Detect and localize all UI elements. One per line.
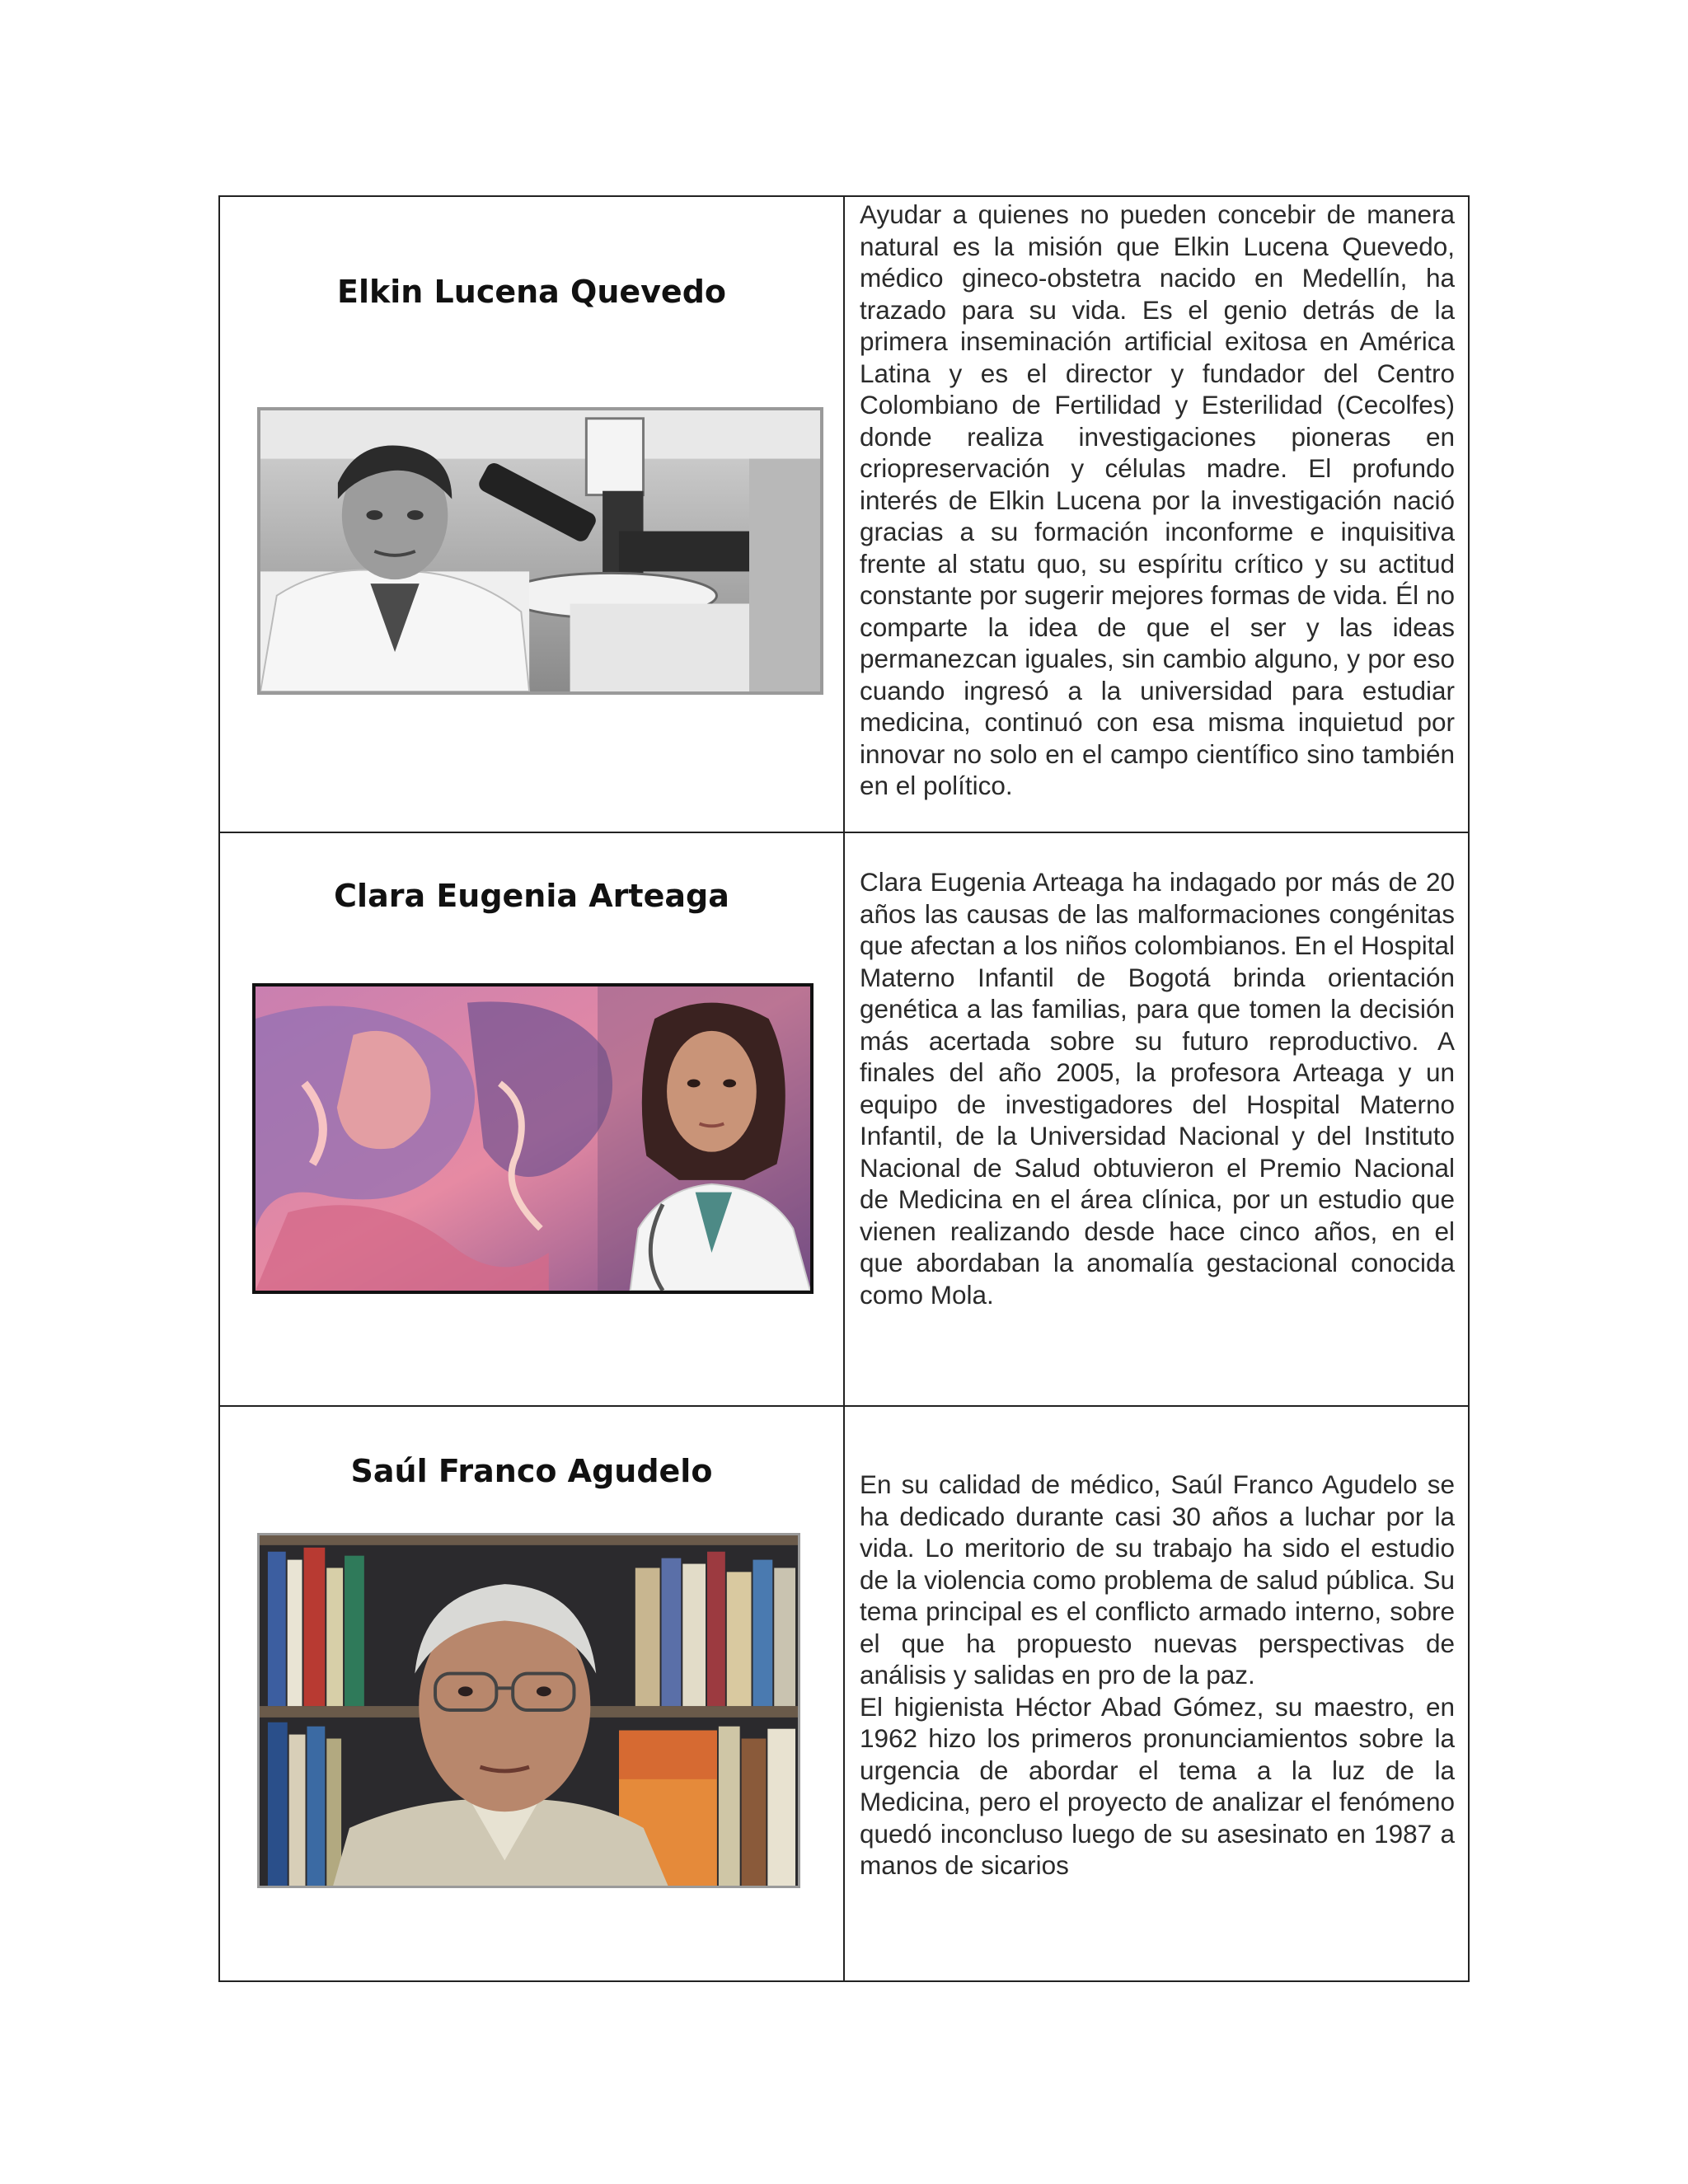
- doctor-bio: Clara Eugenia Arteaga ha indagado por más de 20 años las causas de las malformaciones congénitas que afectan a los niños colombianos. En el Hospital Materno Infantil de Bogotá brinda orientación genética a las familias, para que tomen la decisión más acertada sobre su futuro reproductivo. A finales del año 2005, la profesora Arteaga y un equipo de investigadores del Hospital Materno Infantil, de la Universidad Nacional y del Instituto Nacional de Salud obtuvieron el Premio Nacional de Medicina en el área clínica, por un estudio que vienen realizando desde hace cinco años, en el que abordaban la anomalía gestacional conocida como Mola.: [860, 867, 1455, 1310]
- doctor-bio: Ayudar a quienes no pueden concebir de manera natural es la misión que Elkin Lucena Quevedo, médico gineco-obstetra nacido en Medellín, ha trazado para su vida. Es el genio detrás de la primera inseminación artificial exitosa en América Latina y es el director y fundador del Centro Colombiano de Fertilidad y Esterilidad (Cecolfes) donde realiza investigaciones pioneras en criopreservación y células madre. El profundo interés de Elkin Lucena por la investigación nació gracias a su formación inconforme e inquisitiva frente al statu quo, su espíritu crítico y su actitud constante por sugerir mejores formas de vida. Él no comparte la idea de que el ser y las ideas permanezcan iguales, sin cambio alguno, y por eso cuando ingresó a la universidad para estudiar medicina, continuó con esa misma inquietud por innovar no solo en el campo científico sino también en el político.: [860, 199, 1455, 800]
- doctors-table: [218, 195, 1470, 1982]
- doctor-bio-cell: [845, 197, 1468, 832]
- doctor-bio: En su calidad de médico, Saúl Franco Agudelo se ha dedicado durante casi 30 años a luchar por la vida. Lo meritorio de su trabajo ha sido el estudio de la violencia como problema de salud pública. Su tema principal es el conflicto armado interno, sobre el que ha propuesto nuevas perspectivas de análisis y salidas en pro de la paz. El higienista Héctor Abad Gómez, su maestro, en 1962 hizo los primeros pronunciamientos sobre la urgencia de abordar el tema a la luz de la Medicina, pero el proyecto de analizar el fenómeno quedó inconcluso luego de su asesinato en 1987 a manos de sicarios: [860, 1469, 1455, 1880]
- doctor-bio-cell: [845, 1407, 1468, 1980]
- doctor-row: [220, 197, 1468, 833]
- doctor-profile-cell: [220, 197, 845, 832]
- doctor-profile-cell: [220, 833, 845, 1405]
- doctor-photo: [257, 407, 823, 695]
- doctor-name: Saúl Franco Agudelo: [350, 1453, 713, 1489]
- doctor-row: [220, 833, 1468, 1407]
- doctor-row: [220, 1407, 1468, 1980]
- doctor-bio-cell: [845, 833, 1468, 1405]
- doctor-photo: [252, 983, 814, 1294]
- doctor-name: Clara Eugenia Arteaga: [334, 878, 729, 914]
- doctor-profile-cell: [220, 1407, 845, 1980]
- doctor-photo: [257, 1533, 800, 1888]
- doctor-name: Elkin Lucena Quevedo: [336, 274, 727, 310]
